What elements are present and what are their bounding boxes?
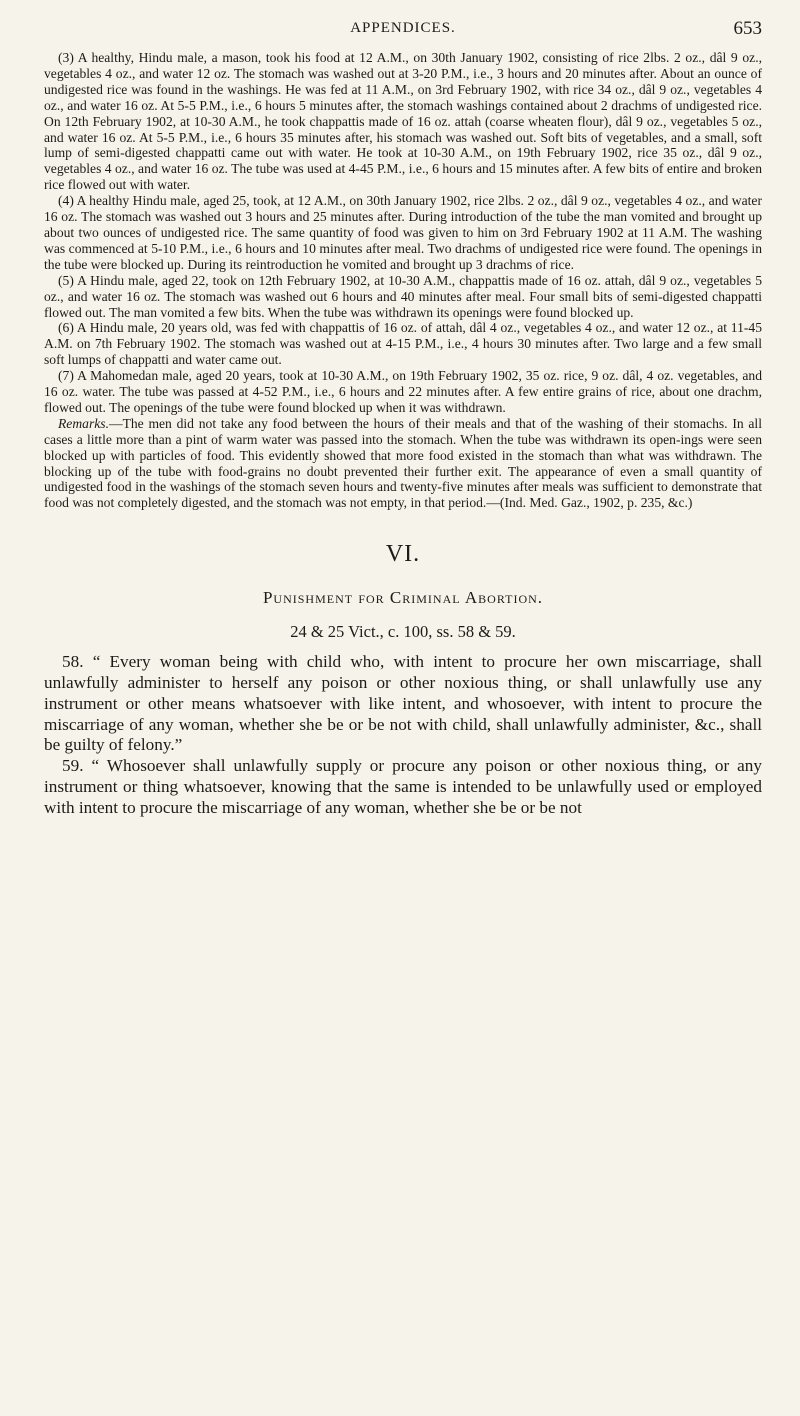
case-paragraph: (3) A healthy, Hindu male, a mason, took his food at 12 A.M., on 30th January 1902, consisting of rice 2lbs. 2 oz., dâl 9 oz., vegetables 4 oz., and water 12 oz. The stomach was washed out at 3-20 P.M., i.e., 3 hours and 20 minutes after. About an ounce of undigested rice was found in the washings. He was fed at 11 A.M., on 3rd February 1902, with rice 34 oz., dâl 9 oz., vegetables 4 oz., and water 16 oz. At 5-5 P.M., i.e., 6 hours 5 minutes after, the stomach washings contained about 2 drachms of undigested rice. On 12th February 1902, at 10-30 A.M., he took chappattis made of 16 oz. attah (coarse wheaten flour), dâl 9 oz., vegetables 5 oz., and water 16 oz. At 5-5 P.M., i.e., 6 hours 35 minutes after, his stomach was washed out. Soft bits of vegetables, and a small, soft lump of semi-digested chappatti came out with water. He took at 10-30 A.M., on 19th February 1902, rice 35 oz., dâl 9 oz., vegetables 4 oz., and water 16 oz. The tube was used at 4-45 P.M., i.e., 6 hours and 15 minutes after. A few bits of entire and broken rice flowed out with water. [44,50,762,193]
section-title: Punishment for Criminal Abortion. [262,588,544,608]
remarks-text: —The men did not take any food between the hours of their meals and that of the washing of their stomachs. In all cases a little more than a pint of warm water was passed into the stomach. When the tube was withdrawn its open-ings were seen blocked up with particles of food. This evidently showed that more food existed in the stomach than what was withdrawn. The blocking up of the tube with food-grains no doubt prevented their further exit. The appearance of even a small quantity of undigested food in the washings of the stomach seven hours and twenty-five minutes after meals was sufficient to demonstrate that food was not completely digested, and the stomach was not empty, in that period.—(Ind. Med. Gaz., 1902, p. 235, &c.) [44,415,762,511]
statute-paragraph: 59. “ Whosoever shall unlawfully supply or procure any poison or other noxious thing, or any instrument or thing whatsoever, knowing that the same is intended to be unlawfully used or employed with intent to procure the miscarriage of any woman, whether she be or be not [44,756,762,817]
page-number: 653 [733,18,762,39]
section-number: VI. [385,541,421,568]
remarks-paragraph [44,416,762,511]
statute-reference: 24 & 25 Vict., c. 100, ss. 58 & 59. [290,622,516,642]
case-paragraph: (5) A Hindu male, aged 22, took on 12th February 1902, at 10-30 A.M., chappattis made of 16 oz. attah, dâl 9 oz., vegetables 5 oz., and water 16 oz. The stomach was washed out 6 hours and 40 minutes after meal. Four small bits of semi-digested chappatti flowed out. The man vomited a few bits. When the tube was withdrawn its openings were found blocked up. [44,272,762,320]
remarks-lead: Remarks. [58,415,109,431]
case-paragraph: (6) A Hindu male, 20 years old, was fed with chappattis of 16 oz. of attah, dâl 4 oz., vegetables 4 oz., and water 12 oz., at 11-45 A.M. on 7th February 1902. The stomach was washed out at 4-15 P.M., i.e., 4 hours 30 minutes after. Two large and a few small soft lumps of chappatti and water came out. [44,320,762,368]
statute-text [44,652,762,818]
statute-paragraph: 58. “ Every woman being with child who, with intent to procure her own miscarriage, shall unlawfully administer to herself any poison or other noxious thing, or shall unlawfully use any instrument or other means whatsoever with like intent, and whosoever, with intent to procure the miscarriage of any woman, whether she be or be not with child, shall unlawfully administer, &c., shall be guilty of felony.” [44,652,762,755]
page-header [44,20,762,42]
case-paragraph: (7) A Mahomedan male, aged 20 years, took at 10-30 A.M., on 19th February 1902, 35 oz. rice, 9 oz. dâl, 4 oz. vegetables, and 16 oz. water. The tube was passed at 4-52 P.M., i.e., 6 hours and 22 minutes after. A few entire grains of rice, about one drachm, flowed out. The openings of the tube were found blocked up when it was withdrawn. [44,368,762,415]
case-reports [44,50,762,416]
case-paragraph: (4) A healthy Hindu male, aged 25, took, at 12 A.M., on 30th January 1902, rice 2lbs. 2 oz., dâl 9 oz., vegetables 4 oz., and water 16 oz. The stomach was washed out 3 hours and 25 minutes after. During introduction of the tube the man vomited and brought up about two ounces of undigested rice. The same quantity of food was given to him on 3rd February 1902 at 11 A.M. The washing was commenced at 5-10 P.M., i.e., 6 hours and 10 minutes after meal. Two drachms of undigested rice were found. The openings in the tube were blocked up. During its reintroduction he vomited and brought up 3 drachms of rice. [44,193,762,272]
running-head: APPENDICES. [350,20,456,36]
